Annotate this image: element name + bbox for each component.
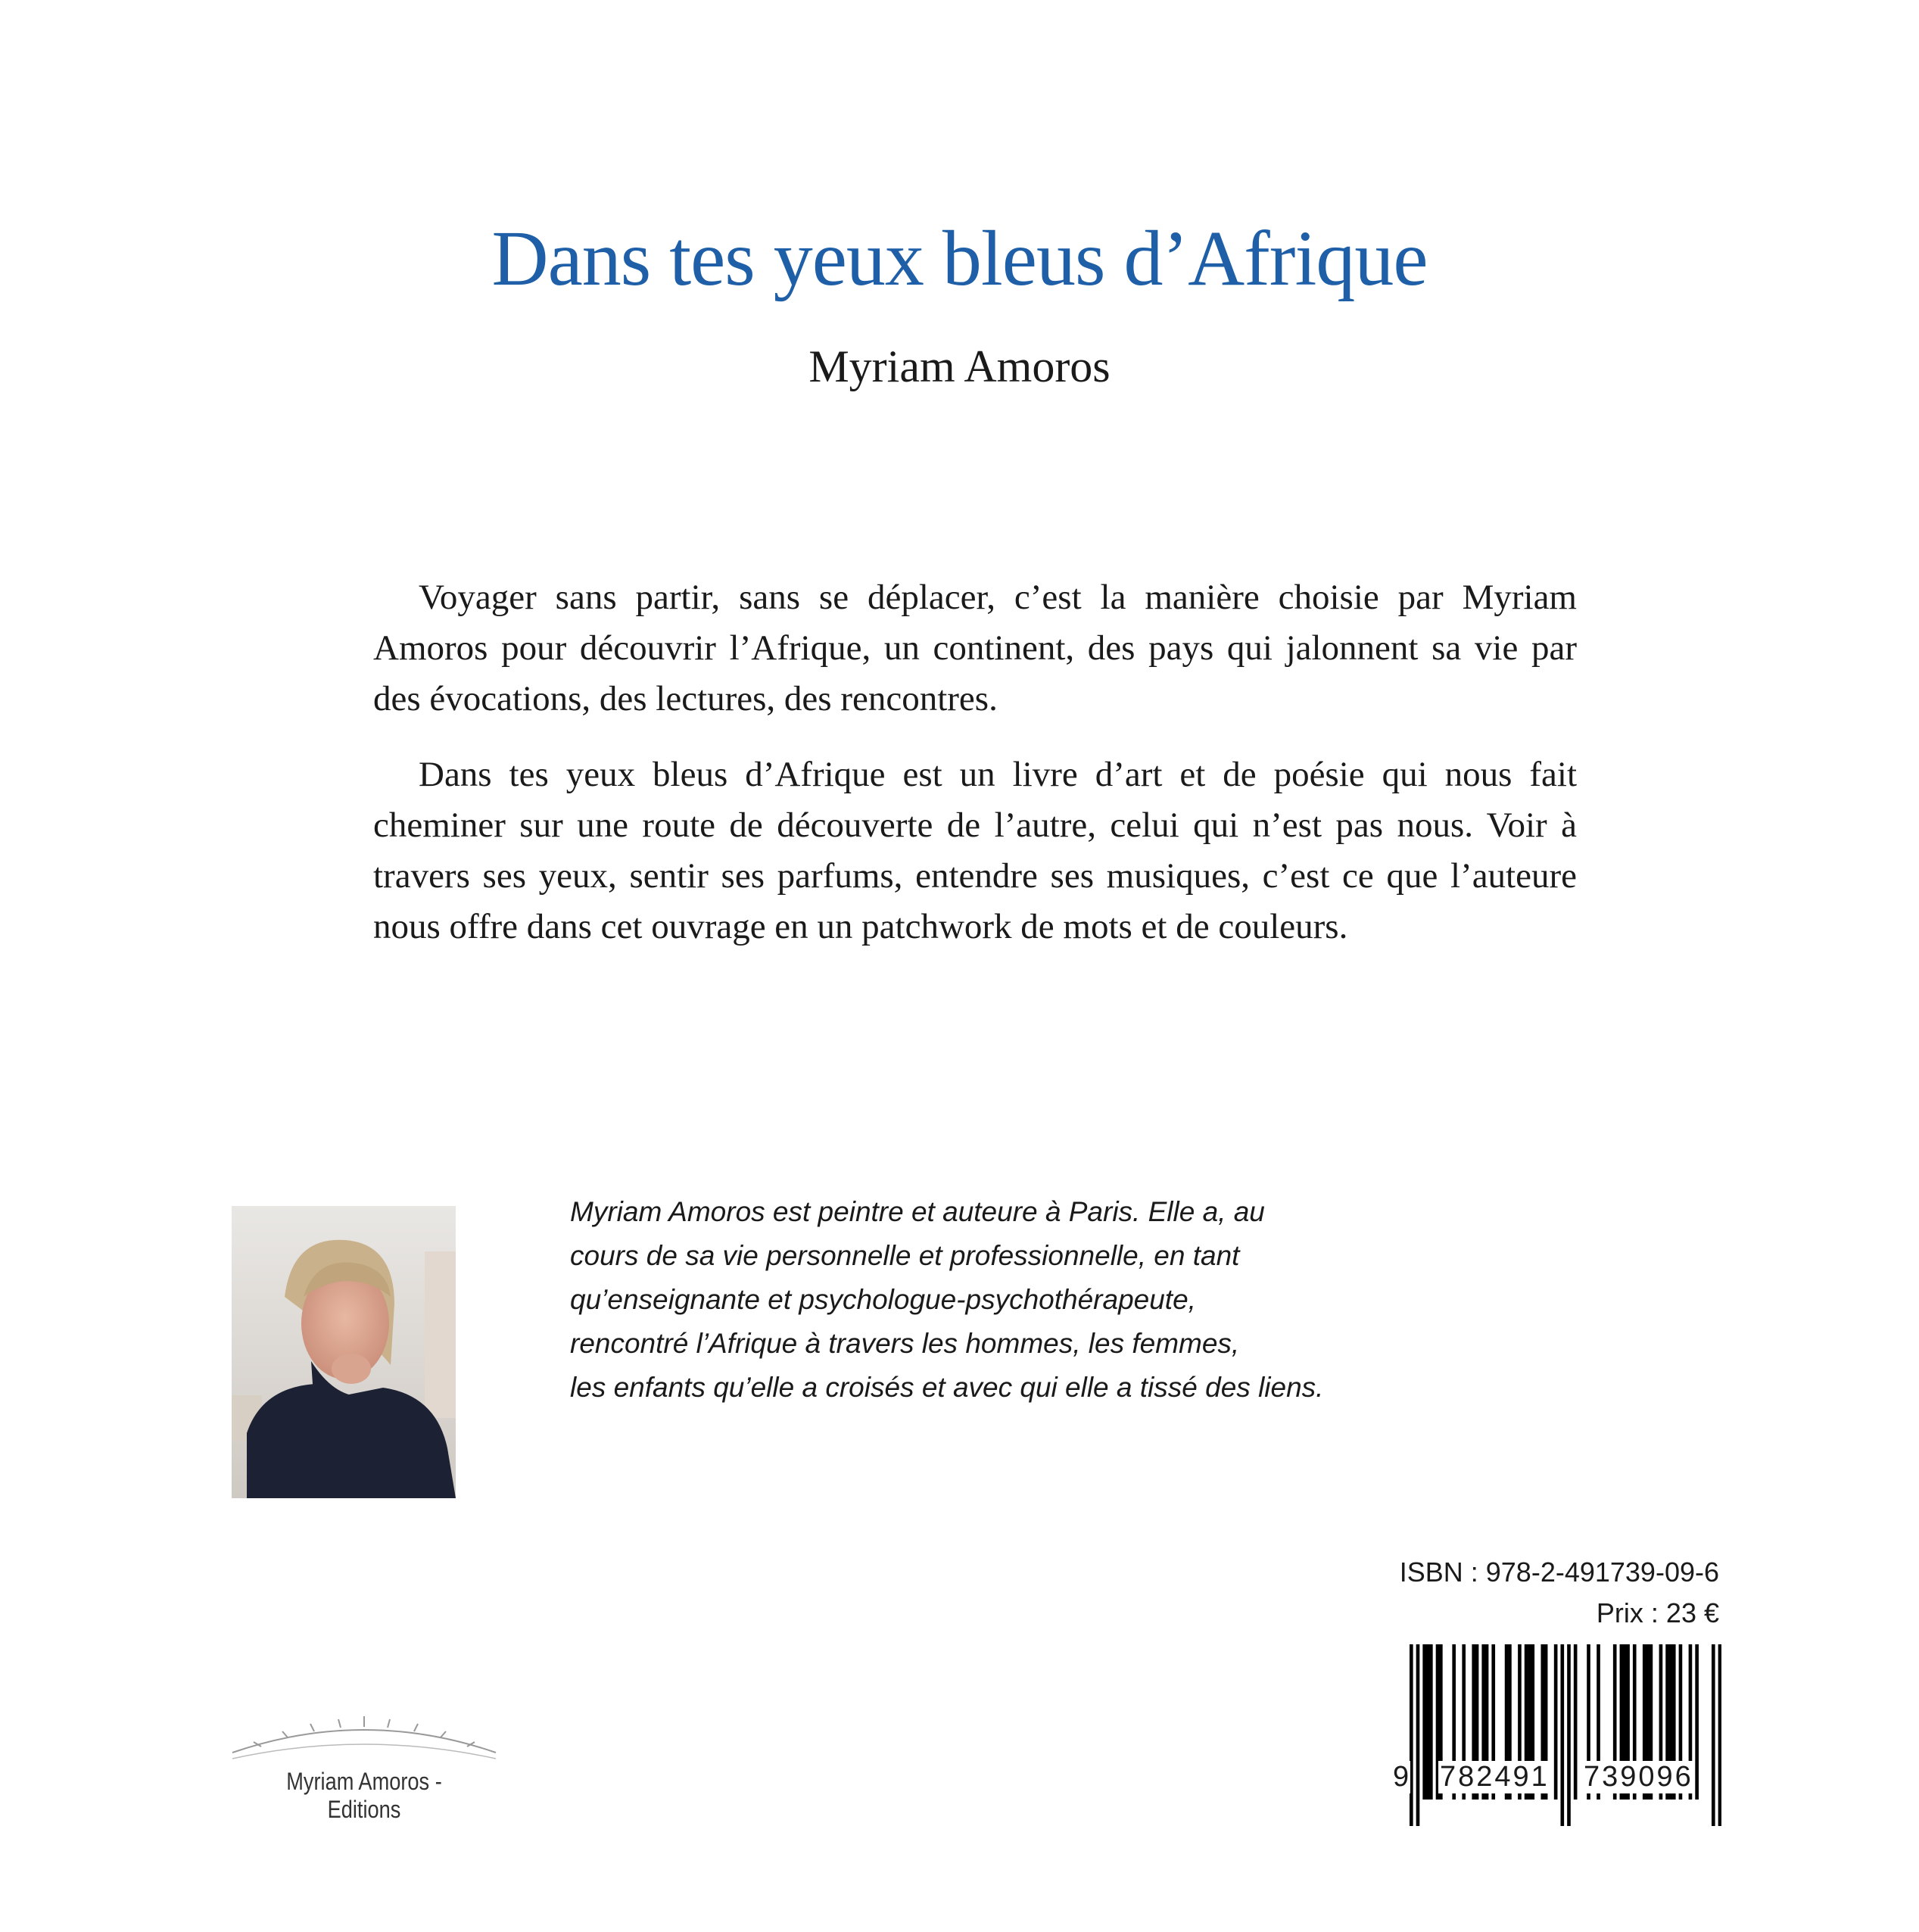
author-bio [570,1190,1327,1410]
barcode-bar [1695,1644,1699,1800]
author-name: Myriam Amoros [808,341,1111,391]
book-title: Dans tes yeux bleus d’Afrique [491,215,1428,302]
bio-line: Myriam Amoros est peintre et auteure à Paris. Elle a, au [570,1196,1265,1227]
bio-line: les enfants qu’elle a croisés et avec qui elle a tissé des liens. [570,1372,1324,1403]
barcode-bar [1410,1644,1413,1826]
barcode-right-group: 739096 [1584,1761,1693,1793]
barcode-bar [1429,1644,1433,1800]
blurb-paragraph-2: Dans tes yeux bleus d’Afrique est un livre d’art et de poésie qui nous fait cheminer sur une route de découverte de l’autre, celui qui n’est pas nous. Voir à travers ses yeux, sentir ses parfums, entendre ses musiques, c’est ce que l’auteure nous offre dans cet ouvrage en un patchwork de mots et de couleurs. [373,755,1577,946]
barcode-bar [1712,1644,1715,1826]
bio-line: qu’enseignante et psychologue-psychothérapeute, [570,1284,1196,1315]
barcode-bar [1574,1644,1578,1800]
back-cover-blurb [373,572,1577,977]
isbn-block [1400,1552,1719,1634]
bio-line: rencontré l’Afrique à travers les hommes, les femmes, [570,1328,1240,1359]
barcode-bar [1422,1644,1426,1800]
bio-line: cours de sa vie personnelle et professionnelle, en tant [570,1240,1240,1271]
author-photo [232,1206,456,1498]
blurb-paragraph-1: Voyager sans partir, sans se déplacer, c’est la manière choisie par Myriam Amoros pour découvrir l’Afrique, un continent, des pays qui jalonnent sa vie par des évocations, des lectures, des rencontres. [373,578,1577,718]
barcode-bar [1718,1644,1721,1826]
barcode-bar [1416,1644,1420,1826]
barcode-first-digit: 9 [1393,1761,1410,1793]
barcode-bar [1426,1644,1430,1800]
price: Prix : 23 € [1596,1597,1719,1628]
barcode-bar [1567,1644,1571,1826]
publisher-name: Myriam Amoros - Editions [286,1768,442,1823]
barcode-bar [1560,1644,1564,1826]
barcode-bar [1554,1644,1558,1800]
isbn-number: ISBN : 978-2-491739-09-6 [1399,1557,1719,1588]
barcode-left-group: 782491 [1440,1761,1550,1793]
barcode [1410,1644,1721,1826]
